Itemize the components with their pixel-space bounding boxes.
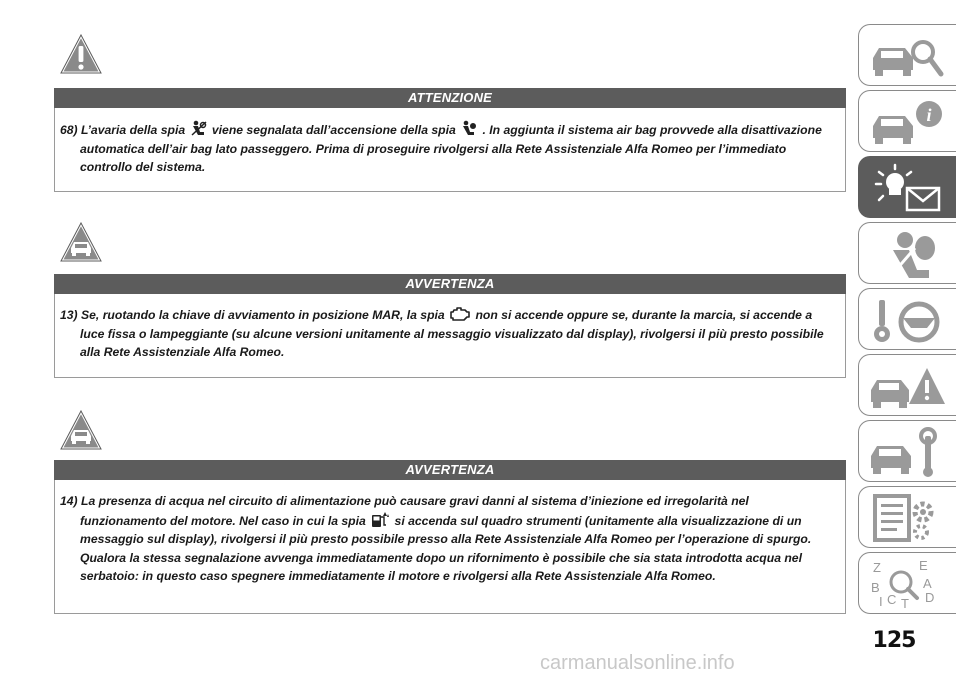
svg-text:D: D — [925, 590, 935, 605]
car-warning-icon — [58, 408, 104, 454]
warning-light-message-icon — [865, 162, 947, 214]
section-body-attenzione — [54, 108, 846, 192]
tab-warning-lights[interactable] — [858, 156, 956, 218]
water-in-fuel-icon — [370, 511, 390, 528]
section-header-avvertenza-13: AVVERTENZA — [54, 274, 846, 294]
note-number: 13) — [60, 308, 78, 322]
warning-paragraph-68: 68) L’avaria della spia viene segnalata dall’accensione della spia . In aggiunta il sistema air bag provvede alla disattivazione automatica dell’air bag lato passeggero. Prima di proseguire rivolgersi alla Rete Assistenziale Alfa Romeo per l’immediato controllo del sistema. — [60, 120, 831, 177]
car-warning-icon — [58, 220, 104, 266]
svg-text:A: A — [923, 576, 932, 591]
svg-text:i: i — [926, 105, 932, 125]
tab-alphabetical-index[interactable] — [858, 552, 956, 614]
airbag-warning-icon — [460, 120, 478, 137]
tab-car-search[interactable] — [858, 24, 956, 86]
car-search-icon — [865, 30, 947, 82]
footer-watermark: carmanualsonline.info — [540, 652, 735, 674]
section-body-avvertenza-13 — [54, 294, 846, 378]
warning-paragraph-14: 14) La presenza di acqua nel circuito di alimentazione può causare gravi danni al sistema d’iniezione ed irregolarità nel funzionamento del motore. Nel caso in cui la spia si accenda sul quadro strumenti (unitamente alla visualizzazione di un messaggio sul display), rivolgersi il più presto possibile presso alla Rete Assistenziale Alfa Romeo per l’operazione di spurgo. Qualora la stessa segnalazione avvenga immediatamente dopo un rifornimento è possibile che sia stata introdotta acqua nel serbatoio: in questo caso spegnere immediatamente il motore e rivolgersi alla Rete Assistenziale Alfa Romeo. — [60, 494, 812, 583]
page-number: 125 — [872, 628, 916, 653]
warning-paragraph-13: 13) Se, ruotando la chiave di avviamento in posizione MAR, la spia non si accende oppure se, durante la marcia, si accende a luce fissa o lampeggiante (su alcune versioni unitamente al messaggio visualizzato dal display), rivolgersi il più presto possibile alla Rete Assistenziale Alfa Romeo. — [60, 308, 824, 359]
svg-text:B: B — [871, 580, 880, 595]
car-maintenance-icon — [865, 426, 947, 478]
warning-exclamation-icon — [58, 32, 104, 78]
alphabetical-index-icon — [865, 558, 947, 610]
section-body-avvertenza-14 — [54, 480, 846, 614]
svg-text:T: T — [901, 596, 909, 610]
svg-text:E: E — [919, 558, 928, 573]
car-emergency-icon — [865, 360, 947, 412]
section-header-avvertenza-14: AVVERTENZA — [54, 460, 846, 480]
tab-maintenance[interactable] — [858, 420, 956, 482]
svg-text:Z: Z — [873, 560, 881, 575]
svg-text:C: C — [887, 592, 897, 607]
airbag-seatbelt-icon — [865, 228, 947, 280]
note-number: 68) — [60, 123, 78, 137]
tab-car-info[interactable] — [858, 90, 956, 152]
airbag-deactivated-warning-icon — [190, 120, 208, 137]
tab-safety[interactable] — [858, 222, 956, 284]
tab-technical-data[interactable] — [858, 486, 956, 548]
engine-check-icon — [449, 307, 471, 322]
note-number: 14) — [60, 494, 78, 508]
car-info-icon — [865, 96, 947, 148]
key-steering-wheel-icon — [865, 294, 947, 346]
technical-data-icon — [865, 492, 947, 544]
tab-starting-driving[interactable] — [858, 288, 956, 350]
section-header-attenzione: ATTENZIONE — [54, 88, 846, 108]
tab-emergency[interactable] — [858, 354, 956, 416]
svg-text:I: I — [879, 594, 883, 609]
